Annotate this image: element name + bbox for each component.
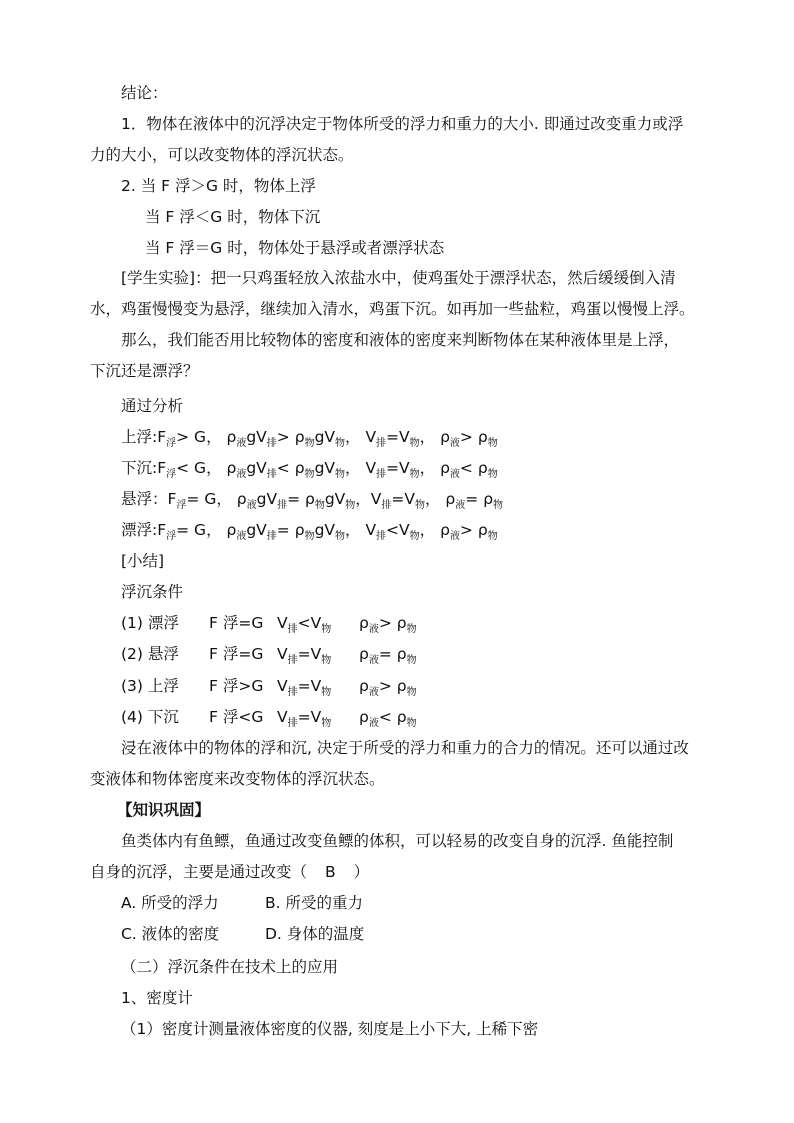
option-row-2 (121, 924, 364, 944)
question-line-2: 下沉还是漂浮？ (90, 362, 199, 380)
condition-row-3: (3) 上浮 F 浮>G $V_排=V_物$ $\rho_液> \rho_物$ (121, 677, 417, 698)
summary-line-2: 变液体和物体密度来改变物体的浮沉状态。 (90, 770, 385, 788)
option-b: B. 所受的重力 (265, 894, 363, 912)
conclusion-line-5: 当 F 浮＝G 时，物体处于悬浮或者漂浮状态 (145, 239, 445, 257)
experiment-line-1: [学生实验]：把一只鸡蛋轻放入浓盐水中，使鸡蛋处于漂浮状态，然后缓缓倒入清 (121, 269, 676, 287)
experiment-line-2: 水，鸡蛋慢慢变为悬浮，继续加入清水，鸡蛋下沉。如再加一些盐粒，鸡蛋以慢慢上浮。 (90, 300, 695, 318)
analysis-row-suspend: 悬浮：$F_浮= G$， $\rho_液gV_排= \rho_物gV_物$，$V_排=V_物$， $\rho_液= \rho_物$ (121, 490, 504, 511)
sub-heading: 1、密度计 (121, 989, 193, 1007)
conclusion-line-2: 力的大小，可以改变物体的浮沉状态。 (90, 146, 354, 164)
summary-line-1: 浸在液体中的物体的浮和沉, 决定于所受的浮力和重力的合力的情况。还可以通过改 (121, 739, 689, 757)
option-c: C. 液体的密度 (121, 925, 220, 943)
density-line: （1）密度计测量液体密度的仪器, 刻度是上小下大, 上稀下密 (121, 1020, 539, 1038)
conclusion-heading: 结论： (121, 84, 168, 102)
condition-row-4: (4) 下沉 F 浮<G $V_排=V_物$ $\rho_液< \rho_物$ (121, 708, 417, 729)
conclusion-line-1: 1．物体在液体中的沉浮决定于物体所受的浮力和重力的大小. 即通过改变重力或浮 (121, 115, 684, 133)
section-heading: （二）浮沉条件在技术上的应用 (121, 958, 339, 976)
conclusion-line-4: 当 F 浮＜G 时，物体下沉 (145, 208, 321, 226)
analysis-heading: 通过分析 (121, 397, 184, 415)
condition-row-1: (1) 漂浮 F 浮=G $V_排<V_物$ $\rho_液> \rho_物$ (121, 614, 417, 635)
conditions-heading: 浮沉条件 (121, 583, 184, 601)
analysis-row-sink: 下沉$:F_浮< G$， $\rho_液gV_排< \rho_物gV_物$， $V_排=V_物$， $\rho_液< \rho_物$ (121, 459, 498, 480)
analysis-row-float-up: 上浮$:F_浮> G$， $\rho_液gV_排> \rho_物gV_物$， $V_排=V_物$， $\rho_液> \rho_物$ (121, 428, 498, 449)
option-d: D. 身体的温度 (265, 925, 365, 943)
option-row-1 (121, 893, 363, 913)
summary-heading: [小结] (121, 552, 165, 570)
conclusion-line-3: 2. 当 F 浮＞G 时，物体上浮 (121, 177, 316, 195)
question-line-1: 那么，我们能否用比较物体的密度和液体的密度来判断物体在某种液体里是上浮， (121, 331, 680, 349)
analysis-row-float: 漂浮$:F_浮= G$， $\rho_液gV_排= \rho_物gV_物$， $V_排<V_物$， $\rho_液> \rho_物$ (121, 521, 498, 542)
option-a: A. 所受的浮力 (121, 894, 219, 912)
consolidation-heading: 【知识巩固】 (117, 801, 211, 819)
exercise-line-2: 自身的沉浮，主要是通过改变（ B ） (90, 863, 370, 881)
answer-text: B (325, 863, 336, 881)
exercise-line-1: 鱼类体内有鱼鳔，鱼通过改变鱼鳔的体积，可以轻易的改变自身的沉浮. 鱼能控制 (121, 832, 674, 850)
condition-row-2: (2) 悬浮 F 浮=G $V_排=V_物$ $\rho_液= \rho_物$ (121, 645, 417, 666)
